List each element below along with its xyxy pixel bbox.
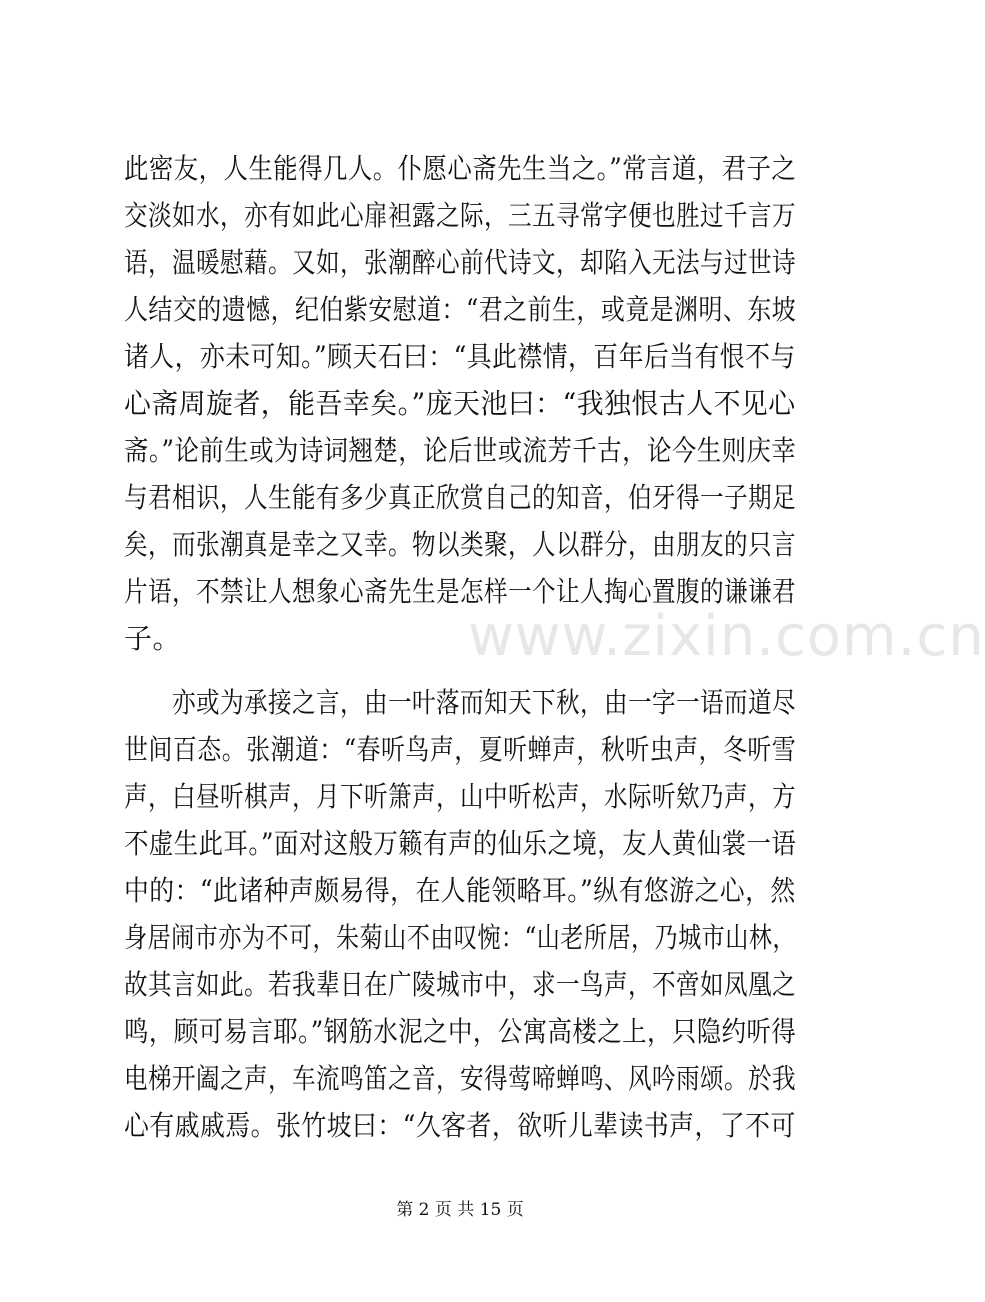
text-line: 声，白昼听棋声，月下听箫声，山中听松声，水际听欸乃声，方 <box>124 780 797 813</box>
watermark: www.zixin.com.cn <box>468 604 985 669</box>
text-line: 中的：“此诸种声颇易得，在人能领略耳。”纵有悠游之心，然 <box>124 874 796 907</box>
text-line: 电梯开阖之声，车流鸣笛之音，安得莺啼蝉鸣、风吟雨颂。於我 <box>124 1062 797 1095</box>
text-line: 亦或为承接之言，由一叶落而知天下秋，由一字一语而道尽 <box>124 686 797 719</box>
text-line: 语，温暖慰藉。又如，张潮醉心前代诗文，却陷入无法与过世诗 <box>124 246 797 279</box>
text-line: 心斋周旋者，能吾幸矣。”庞天池曰：“我独恨古人不见心 <box>124 387 796 420</box>
text-line: 此密友，人生能得几人。仆愿心斋先生当之。”常言道，君子之 <box>124 152 797 185</box>
text-line: 故其言如此。若我辈日在广陵城市中，求一鸟声，不啻如凤凰之 <box>124 968 797 1001</box>
text-line: 斋。”论前生或为诗词翘楚，论后世或流芳千古，论今生则庆幸 <box>124 434 797 467</box>
text-line: 矣，而张潮真是幸之又幸。物以类聚，人以群分，由朋友的只言 <box>124 528 797 561</box>
text-line: 片语，不禁让人想象心斋先生是怎样一个让人掏心置腹的谦谦君 <box>124 575 797 608</box>
text-line: 与君相识，人生能有多少真正欣赏自己的知音，伯牙得一子期足 <box>124 481 797 514</box>
page-number-footer: 第 2 页 共 15 页 <box>396 1200 524 1220</box>
text-line: 心有戚戚焉。张竹坡曰：“久客者，欲听儿辈读书声，了不可 <box>124 1109 796 1142</box>
text-line: 世间百态。张潮道：“春听鸟声，夏听蝉声，秋听虫声，冬听雪 <box>124 733 797 766</box>
text-line: 子。 <box>124 622 182 655</box>
text-line: 鸣，顾可易言耶。”钢筋水泥之中，公寓高楼之上，只隐约听得 <box>124 1015 797 1048</box>
text-line: 身居闹市亦为不可，朱菊山不由叹惋：“山老所居，乃城市山林， <box>124 921 796 954</box>
text-line: 诸人，亦未可知。”顾天石曰：“具此襟情，百年后当有恨不与 <box>124 340 796 373</box>
text-line: 人结交的遗憾，纪伯紫安慰道：“君之前生，或竟是渊明、东坡 <box>124 293 797 326</box>
text-line: 交淡如水，亦有如此心扉袒露之际，三五寻常字便也胜过千言万 <box>124 199 797 232</box>
text-line: 不虚生此耳。”面对这般万籁有声的仙乐之境，友人黄仙裳一语 <box>124 827 797 860</box>
